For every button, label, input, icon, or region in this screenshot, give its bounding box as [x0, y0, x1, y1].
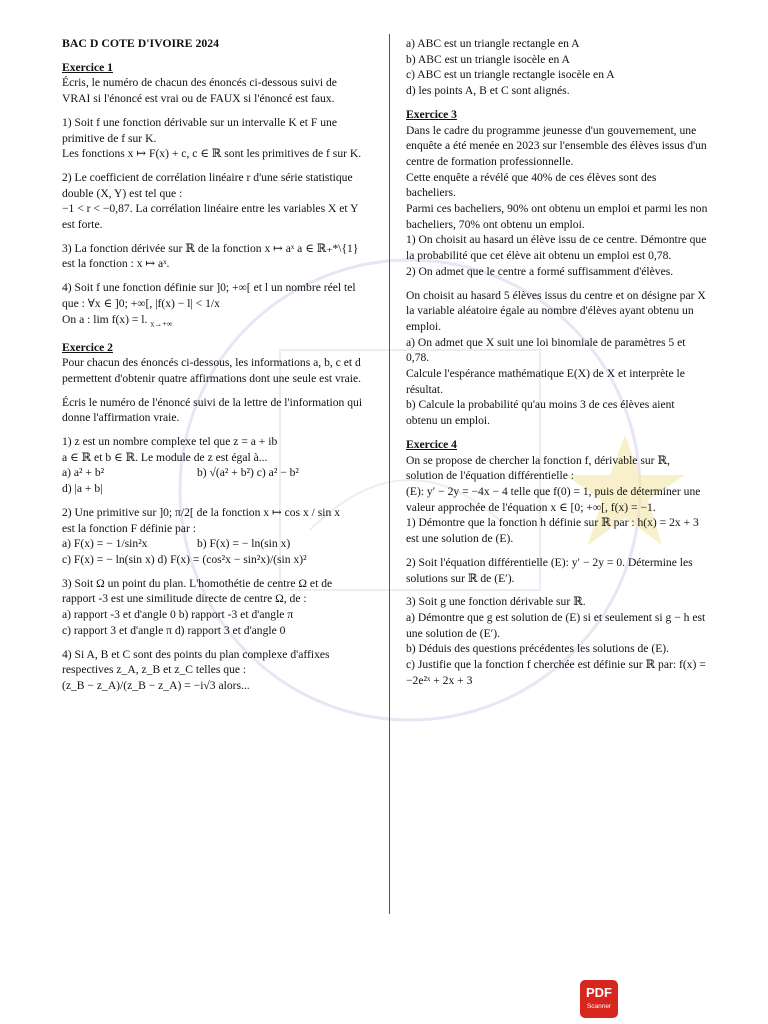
ex2-question-1-options [62, 465, 366, 481]
ex2-q4-option-c: c) ABC est un triangle rectangle isocèle en A [406, 68, 615, 82]
right-column [406, 36, 708, 688]
ex2-q4-option-d: d) les points A, B et C sont alignés. [406, 84, 570, 98]
ex2-question-4a: 4) Si A, B et C sont des points du plan complexe d'affixes respectives z_A, z_B et z_C telles que : [62, 647, 330, 677]
ex2-q1-option-bc: b) √(a² + b²) c) a² − b² [197, 466, 299, 480]
logo-line-2: Scanner [586, 1003, 612, 1010]
pdf-scanner-logo [580, 980, 618, 1018]
ex1-question-4b-text: On a : lim f(x) = l. [62, 312, 148, 326]
ex3-question-1: 1) On choisit au hasard un élève issu de ce centre. Démontre que la probabilité que cet élève ait obtenu un emploi est 0,78. [406, 233, 707, 263]
left-column [62, 36, 366, 694]
ex2-question-4b: (z_B − z_A)/(z_B − z_A) = −i√3 alors... [62, 678, 250, 692]
ex3-question-2e: b) Calcule la probabilité qu'au moins 3 de ces élèves aient obtenu un emploi. [406, 398, 675, 428]
exercise-3-intro: Dans le cadre du programme jeunesse d'un gouvernement, une enquête a été menée en 2023 sur l'ensemble des élèves issus d'un centre de formation professionnelle. [406, 123, 707, 168]
ex2-question-2a: 2) Une primitive sur ]0; π/2[ de la fonction x ↦ cos x / sin x [62, 505, 340, 519]
ex4-question-1: 1) Démontre que la fonction h définie sur ℝ par : h(x) = 2x + 3 est une solution de (E). [406, 516, 699, 546]
ex4-question-3b: b) Déduis des questions précédentes les solutions de (E). [406, 642, 670, 656]
ex3-question-2d: Calcule l'espérance mathématique E(X) de X et interprète le résultat. [406, 367, 685, 396]
ex1-question-4a: 4) Soit f une fonction définie sur ]0; +∞[ et l un nombre réel tel que : ∀x ∈ ]0; +∞[, |f(x) − l| < 1/x [62, 281, 356, 310]
ex2-q4-option-a: a) ABC est un triangle rectangle en A [406, 37, 580, 50]
document-header: BAC D COTE D'IVOIRE 2024 [62, 36, 220, 50]
exercise-1-intro: Écris, le numéro de chacun des énoncés ci-dessous suivi de VRAI si l'énoncé est vrai ou de FAUX si l'énoncé est faux. [62, 76, 337, 106]
ex2-question-1a: 1) z est un nombre complexe tel que z = a + ib [62, 435, 278, 449]
ex2-q1-option-a: a) a² + b² [62, 466, 105, 480]
ex2-q1-option-d: d) |a + b| [62, 482, 103, 496]
ex3-question-2b: On choisit au hasard 5 élèves issus du centre et on désigne par X la variable aléatoire égale au nombre d'élèves ayant obtenu un emploi. [406, 288, 706, 333]
ex2-question-3c: c) rapport 3 et d'angle π d) rapport 3 et d'angle 0 [62, 623, 286, 637]
ex4-question-2: 2) Soit l'équation différentielle (E): y′ − 2y = 0. Détermine les solutions sur ℝ de (E′). [406, 555, 693, 585]
ex2-question-1b: a ∈ ℝ et b ∈ ℝ. Le module de z est égal à... [62, 450, 268, 464]
ex2-question-3a: 3) Soit Ω un point du plan. L'homothétie de centre Ω et de rapport -3 est une similitude directe de centre Ω, de : [62, 576, 333, 606]
ex2-q2-option-cd: c) F(x) = − ln(sin x) d) F(x) = (cos²x − sin²x)/(sin x)² [62, 553, 307, 566]
column-divider [389, 34, 390, 914]
ex2-question-2b: est la fonction F définie par : [62, 521, 196, 535]
ex2-q2-option-b: b) F(x) = − ln(sin x) [197, 537, 291, 551]
ex3-question-2c: a) On admet que X suit une loi binomiale de paramètres 5 et 0,78. [406, 335, 686, 365]
ex2-q4-option-b: b) ABC est un triangle isocèle en A [406, 52, 570, 66]
ex4-question-3a: a) Démontre que g est solution de (E) si et seulement si g − h est une solution de (E′). [406, 610, 706, 640]
ex1-question-1b: Les fonctions x ↦ F(x) + c, c ∈ ℝ sont les primitives de f sur K. [62, 147, 362, 161]
exercise-1-title: Exercice 1 [62, 60, 113, 74]
ex1-question-2b: −1 < r < −0,87. La corrélation linéaire entre les variables X et Y est forte. [62, 202, 359, 232]
ex3-question-2: 2) On admet que le centre a formé suffisamment d'élèves. [406, 264, 674, 278]
exercise-3-intro-3: Parmi ces bacheliers, 90% ont obtenu un emploi et parmi les non bacheliers, 70% ont obtenu un emploi. [406, 202, 708, 231]
exercise-4-intro: On se propose de chercher la fonction f, dérivable sur ℝ, solution de l'équation différentielle : [406, 453, 670, 483]
exercise-2-intro-2: Écris le numéro de l'énoncé suivi de la lettre de l'information qui donne l'affirmation vraie. [62, 395, 363, 425]
ex2-question-3b: a) rapport -3 et d'angle 0 b) rapport -3 et d'angle π [62, 608, 294, 622]
logo-line-1: PDF [586, 985, 612, 1000]
ex1-question-2a: 2) Le coefficient de corrélation linéaire r d'une série statistique double (X, Y) est tel que : [62, 170, 353, 200]
ex1-question-4b [62, 312, 366, 332]
exercise-3-intro-2: Cette enquête a révélé que 40% de ces élèves sont des bacheliers. [406, 170, 657, 200]
exercise-3-title: Exercice 3 [406, 107, 457, 121]
exercise-2-intro: Pour chacun des énoncés ci-dessous, les informations a, b, c et d permettent d'obtenir quatre affirmations dont une seule est vraie. [62, 356, 362, 385]
ex2-q2-option-a: a) F(x) = − 1/sin²x [62, 537, 148, 551]
ex4-question-3: 3) Soit g une fonction dérivable sur ℝ. [406, 595, 586, 609]
exercise-4-intro-2: (E): y′ − 2y = −4x − 4 telle que f(0) = 1, puis de déterminer une valeur approchée de l'équation x ∈ [0; +∞[, f(x) = −1. [406, 484, 701, 514]
ex1-question-1a: 1) Soit f une fonction dérivable sur un intervalle K et F une primitive de f sur K. [62, 115, 337, 145]
ex4-question-3c: c) Justifie que la fonction f cherchée est définie sur ℝ par: f(x) = −2e²ˣ + 2x + 3 [406, 658, 706, 687]
ex1-question-4b-limit-sub: x→+∞ [150, 318, 173, 328]
exercise-2-title: Exercice 2 [62, 340, 113, 354]
exercise-4-title: Exercice 4 [406, 437, 457, 451]
ex1-question-3: 3) La fonction dérivée sur ℝ de la fonction x ↦ aˣ a ∈ ℝ₊*\{1} est la fonction : x ↦ aˣ. [62, 241, 359, 271]
ex2-question-2-options [62, 536, 366, 552]
